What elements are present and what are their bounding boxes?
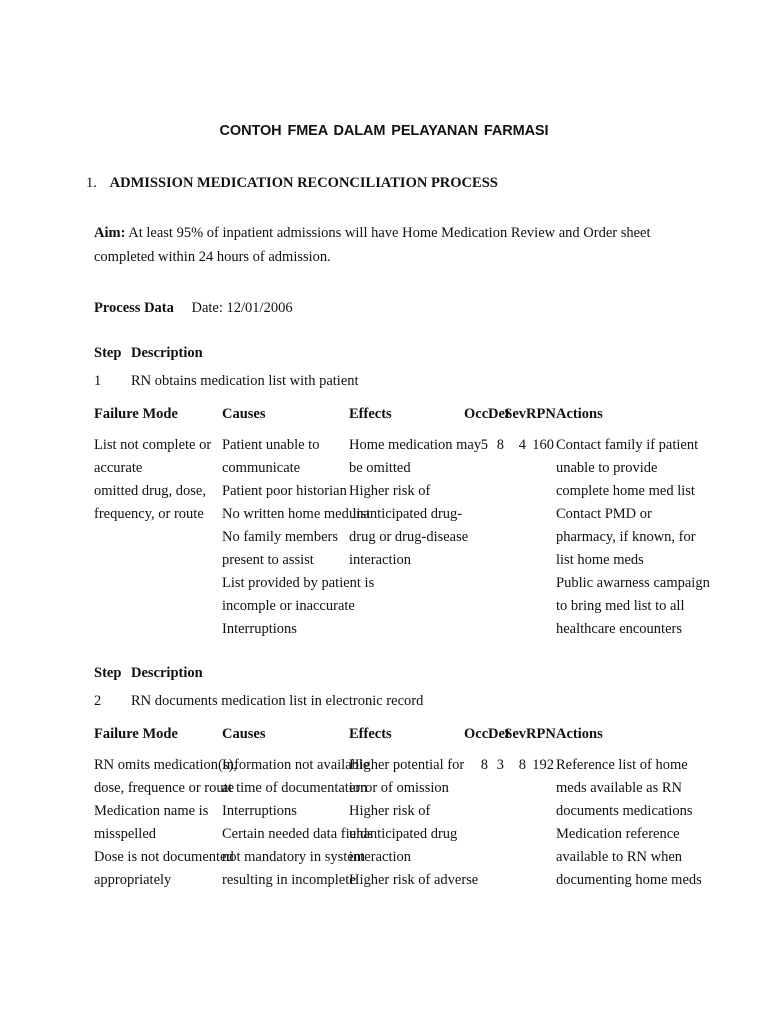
aim-text: At least 95% of inpatient admissions will have Home Medication Review and Order sheet completed within 24 hours of admission. (94, 225, 651, 265)
effect-line: Higher risk of (349, 483, 431, 499)
effects-cell (349, 754, 478, 892)
section-title: ADMISSION MEDICATION RECONCILIATION PROCESS (109, 175, 498, 191)
cause-line: List provided by patient is (222, 575, 375, 591)
step-description: RN documents medication list in electronic record (131, 693, 424, 709)
description-label: Description (131, 345, 203, 361)
process-date: Date: 12/01/2006 (191, 300, 293, 316)
cause-line: Interruptions (222, 803, 297, 819)
failure-mode-line: RN omits medication(s), (94, 757, 237, 773)
sev-value: 8 (518, 757, 526, 773)
action-line: list home meds (556, 552, 644, 568)
cause-line: Patient unable to (222, 437, 320, 453)
det-value: 8 (496, 437, 504, 453)
effect-line: be omitted (349, 460, 411, 476)
header-failure-mode: Failure Mode (94, 406, 178, 422)
aim-label: Aim: (94, 225, 126, 241)
cause-line: communicate (222, 460, 301, 476)
step-number: 1 (94, 373, 102, 389)
effect-line: Higher risk of adverse (349, 872, 479, 888)
failure-mode-line: Dose is not documented (94, 849, 234, 865)
header-actions: Actions (556, 726, 603, 742)
header-rpn: RPN (526, 406, 556, 422)
cause-line: not mandatory in system (222, 849, 365, 865)
cause-line: No family members (222, 529, 338, 545)
step-description: RN obtains medication list with patient (131, 373, 359, 389)
action-line: documents medications (556, 803, 693, 819)
cause-line: Certain needed data fields (222, 826, 373, 842)
header-causes: Causes (222, 726, 266, 742)
action-line: healthcare encounters (556, 621, 682, 637)
failure-mode-line: omitted drug, dose, (94, 483, 206, 499)
step-number: 2 (94, 693, 102, 709)
action-line: Medication reference (556, 826, 680, 842)
failure-mode-line: appropriately (94, 872, 172, 888)
effect-line: unanticipated drug- (349, 506, 463, 522)
occ-value: 5 (480, 437, 488, 453)
action-line: pharmacy, if known, for (556, 529, 696, 545)
action-line: Contact family if patient (556, 437, 699, 453)
effects-cell (349, 434, 481, 572)
cause-line: Patient poor historian (222, 483, 347, 499)
header-sev: Sev (504, 726, 526, 742)
action-line: unable to provide (556, 460, 658, 476)
det-value: 3 (496, 757, 504, 773)
action-line: meds available as RN (556, 780, 683, 796)
header-effects: Effects (349, 406, 392, 422)
action-line: Reference list of home (556, 757, 688, 773)
action-line: complete home med list (556, 483, 695, 499)
failure-mode-cell (94, 754, 237, 892)
header-occ: Occ (464, 406, 489, 422)
failure-mode-line: dose, frequence or route (94, 780, 235, 796)
effect-line: unanticipated drug (349, 826, 458, 842)
cause-line: Information not available (222, 757, 370, 773)
failure-mode-line: accurate (94, 460, 143, 476)
failure-mode-line: List not complete or (94, 437, 212, 453)
step-label: Step (94, 665, 122, 681)
header-occ: Occ (464, 726, 489, 742)
header-det: Det (488, 406, 510, 422)
rpn-value: 160 (532, 437, 554, 453)
document-title: CONTOH FMEA DALAM PELAYANAN FARMASI (219, 123, 549, 139)
header-actions: Actions (556, 406, 603, 422)
aim-paragraph (94, 221, 694, 269)
action-line: to bring med list to all (556, 598, 685, 614)
cause-line: incomple or inaccurate (222, 598, 355, 614)
effect-line: interaction (349, 849, 412, 865)
actions-cell (556, 754, 702, 892)
occ-value: 8 (480, 757, 488, 773)
effect-line: Home medication may (349, 437, 482, 453)
effect-line: drug or drug-disease (349, 529, 469, 545)
header-sev: Sev (504, 406, 526, 422)
header-causes: Causes (222, 406, 266, 422)
failure-mode-line: frequency, or route (94, 506, 204, 522)
step-label: Step (94, 345, 122, 361)
failure-mode-line: misspelled (94, 826, 157, 842)
header-failure-mode: Failure Mode (94, 726, 178, 742)
effect-line: Higher risk of (349, 803, 431, 819)
header-effects: Effects (349, 726, 392, 742)
effect-line: interaction (349, 552, 412, 568)
actions-cell (556, 434, 710, 641)
cause-line: Interruptions (222, 621, 297, 637)
failure-mode-cell (94, 434, 211, 526)
cause-line: present to assist (222, 552, 314, 568)
action-line: Public awarness campaign (556, 575, 710, 591)
action-line: Contact PMD or (556, 506, 652, 522)
section-number: 1. (86, 175, 97, 191)
cause-line: resulting in incomplete (222, 872, 356, 888)
description-label: Description (131, 665, 203, 681)
effect-line: error of omission (349, 780, 449, 796)
process-data-label: Process Data (94, 300, 174, 316)
failure-mode-line: Medication name is (94, 803, 209, 819)
header-det: Det (488, 726, 510, 742)
cause-line: at time of documentation (222, 780, 368, 796)
header-rpn: RPN (526, 726, 556, 742)
action-line: documenting home meds (556, 872, 702, 888)
rpn-value: 192 (532, 757, 554, 773)
sev-value: 4 (518, 437, 526, 453)
cause-line: No written home med list (222, 506, 371, 522)
action-line: available to RN when (556, 849, 683, 865)
section-heading (86, 175, 498, 192)
effect-line: Higher potential for (349, 757, 465, 773)
process-data (94, 300, 293, 317)
